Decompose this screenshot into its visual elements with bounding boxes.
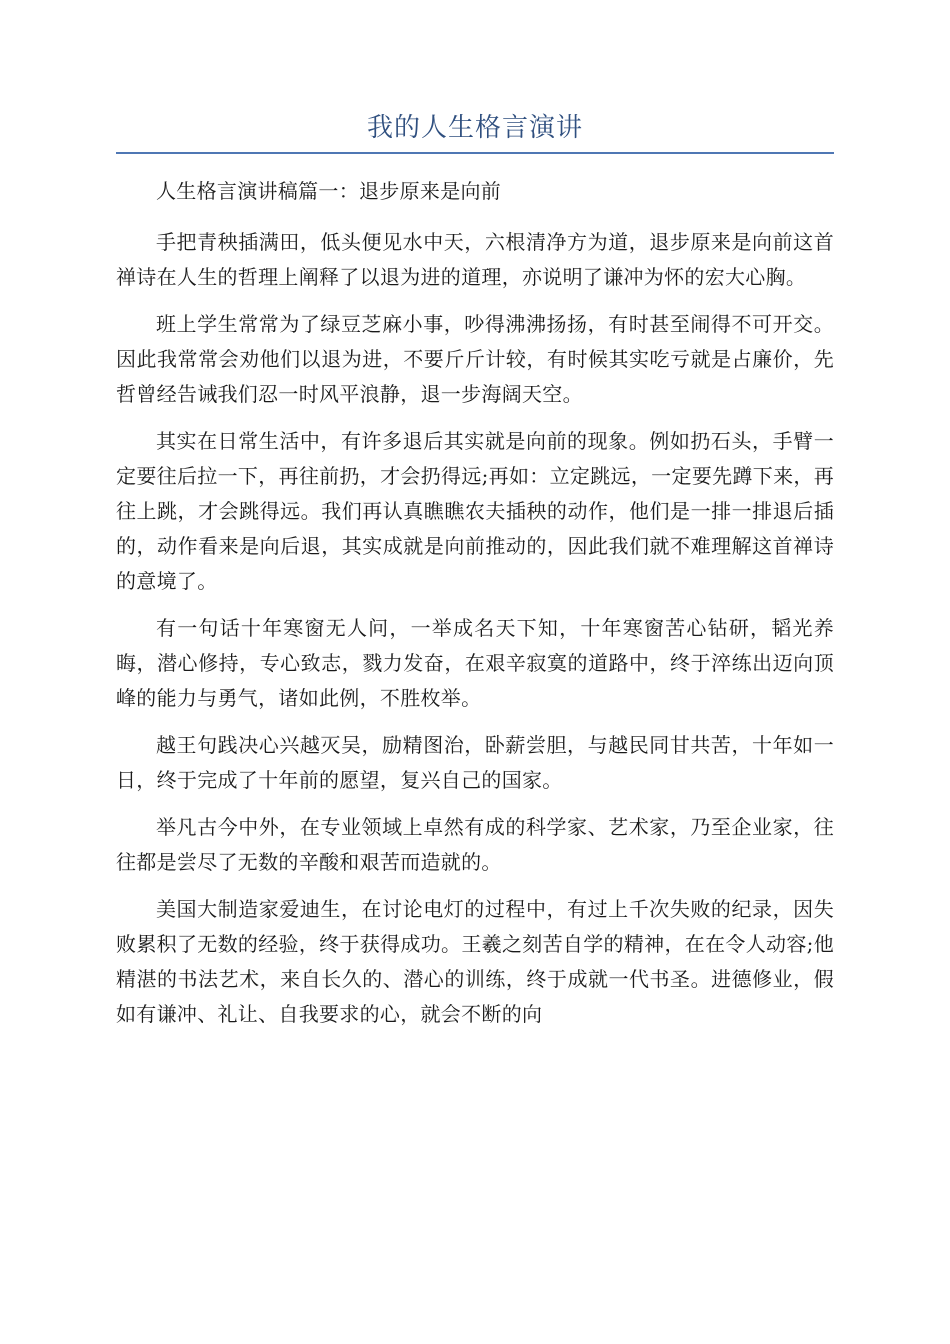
title-divider	[116, 152, 834, 154]
paragraph-2: 班上学生常常为了绿豆芝麻小事，吵得沸沸扬扬，有时甚至闹得不可开交。因此我常常会劝他们以退为进，不要斤斤计较，有时候其实吃亏就是占廉价，先哲曾经告诫我们忍一时风平浪静，退一步海阔天空。	[116, 312, 834, 406]
section-subheading: 人生格言演讲稿篇一：退步原来是向前	[156, 179, 502, 203]
paragraph-7: 美国大制造家爱迪生，在讨论电灯的过程中，有过上千次失败的纪录，因失败累积了无数的经验，终于获得成功。王羲之刻苦自学的精神，在在令人动容;他精湛的书法艺术，来自长久的、潜心的训练，终于成就一代书圣。进德修业，假如有谦冲、礼让、自我要求的心，就会不断的向	[116, 897, 834, 1026]
paragraph-1: 手把青秧插满田，低头便见水中天，六根清净方为道，退步原来是向前这首禅诗在人生的哲理上阐释了以退为进的道理，亦说明了谦冲为怀的宏大心胸。	[116, 230, 834, 289]
document-page	[116, 108, 834, 1044]
document-title: 我的人生格言演讲	[366, 113, 583, 143]
paragraph-3: 其实在日常生活中，有许多退后其实就是向前的现象。例如扔石头，手臂一定要往后拉一下，再往前扔，才会扔得远;再如：立定跳远，一定要先蹲下来，再往上跳，才会跳得远。我们再认真瞧瞧农夫插秧的动作，他们是一排一排退后插的，动作看来是向后退，其实成就是向前推动的，因此我们就不难理解这首禅诗的意境了。	[116, 429, 834, 593]
paragraph-4: 有一句话十年寒窗无人问，一举成名天下知，十年寒窗苦心钻研，韬光养晦，潜心修持，专心致志，戮力发奋，在艰辛寂寞的道路中，终于淬练出迈向顶峰的能力与勇气，诸如此例，不胜枚举。	[116, 616, 834, 710]
paragraph-5: 越王句践决心兴越灭吴，励精图治，卧薪尝胆，与越民同甘共苦，十年如一日，终于完成了十年前的愿望，复兴自己的国家。	[116, 733, 834, 792]
paragraph-6: 举凡古今中外，在专业领域上卓然有成的科学家、艺术家，乃至企业家，往往都是尝尽了无数的辛酸和艰苦而造就的。	[116, 815, 834, 874]
